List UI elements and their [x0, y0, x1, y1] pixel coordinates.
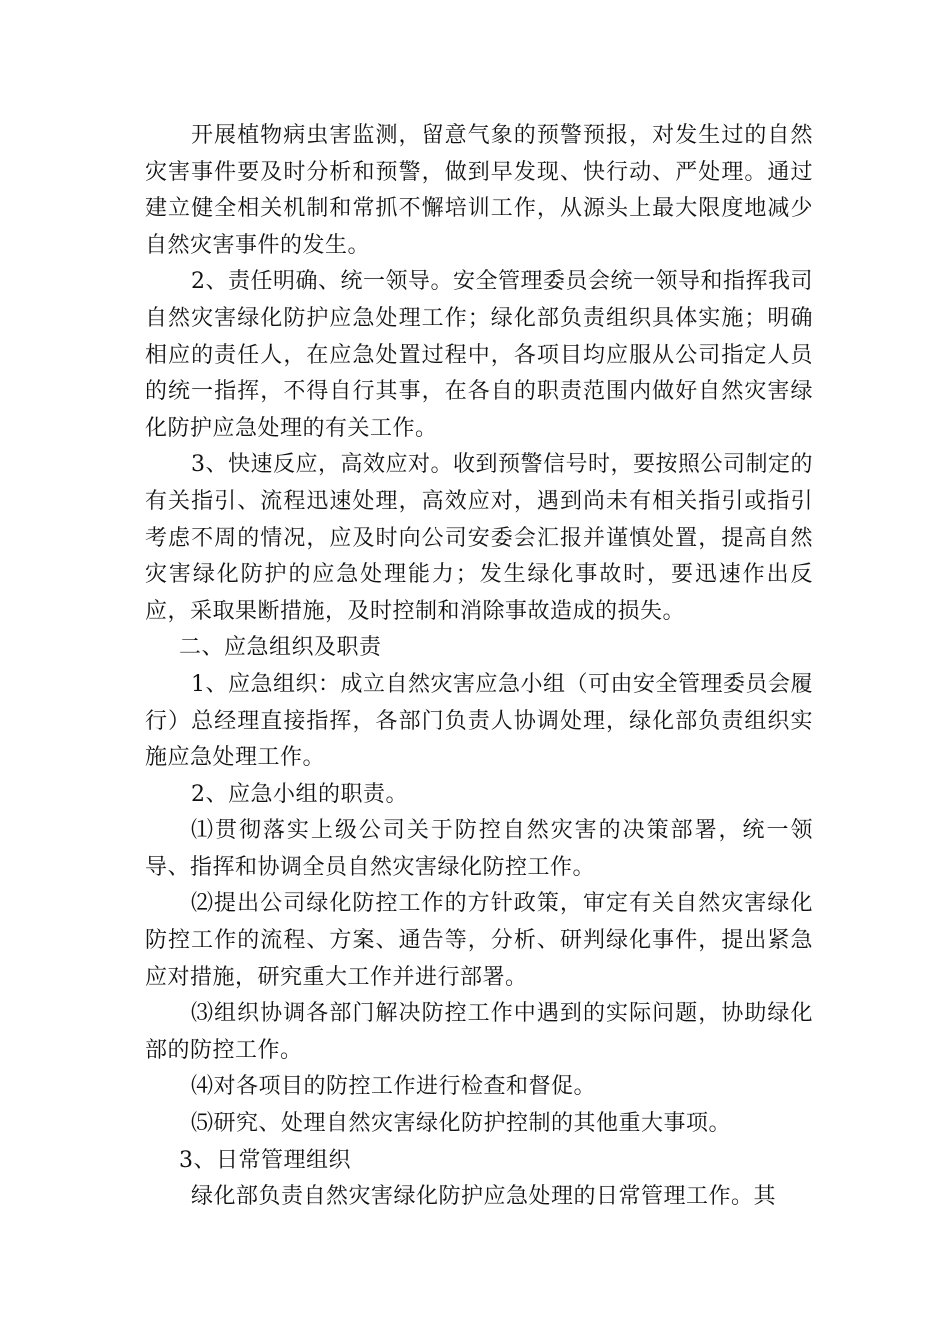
- paragraph-monitoring: 开展植物病虫害监测，留意气象的预警预报，对发生过的自然灾害事件要及时分析和预警，做到早发现、快行动、严处理。通过建立健全相关机制和常抓不懈培训工作，从源头上最大限度地减少自然灾害事件的发生。: [145, 123, 813, 258]
- list-item-duty-1: ⑴贯彻落实上级公司关于防控自然灾害的决策部署，统一领导、指挥和协调全员自然灾害绿化防控工作。: [145, 818, 813, 880]
- paragraph-group-duties-title: 2、应急小组的职责。: [191, 781, 408, 807]
- paragraph-responsibility: 2、责任明确、统一领导。安全管理委员会统一领导和指挥我司自然灾害绿化防护应急处理工作；绿化部负责组织具体实施；明确相应的责任人，在应急处置过程中，各项目均应服从公司指定人员的统一指挥，不得自行其事，在各自的职责范围内做好自然灾害绿化防护应急处理的有关工作。: [145, 269, 813, 441]
- paragraph-emergency-organization: 1、应急组织：成立自然灾害应急小组（可由安全管理委员会履行）总经理直接指挥，各部门负责人协调处理，绿化部负责组织实施应急处理工作。: [145, 671, 813, 771]
- paragraph-quick-response: 3、快速反应，高效应对。收到预警信号时，要按照公司制定的有关指引、流程迅速处理，高效应对，遇到尚未有相关指引或指引考虑不周的情况，应及时向公司安委会汇报并谨慎处置，提高自然灾害绿化防护的应急处理能力；发生绿化事故时，要迅速作出反应，采取果断措施，及时控制和消除事故造成的损失。: [145, 452, 813, 624]
- paragraph-daily-management: 绿化部负责自然灾害绿化防护应急处理的日常管理工作。其: [191, 1184, 777, 1210]
- list-item-duty-3: ⑶组织协调各部门解决防控工作中遇到的实际问题，协助绿化部的防控工作。: [145, 1001, 813, 1063]
- list-item-duty-5: ⑸研究、处理自然灾害绿化防护控制的其他重大事项。: [191, 1111, 732, 1137]
- list-item-duty-2: ⑵提出公司绿化防控工作的方针政策，审定有关自然灾害绿化防控工作的流程、方案、通告等，分析、研判绿化事件，提出紧急应对措施，研究重大工作并进行部署。: [145, 891, 813, 990]
- list-item-duty-4: ⑷对各项目的防控工作进行检查和督促。: [191, 1074, 597, 1100]
- section-heading-organization: 二、应急组织及职责: [179, 635, 382, 661]
- subsection-heading-daily-management: 3、日常管理组织: [179, 1147, 351, 1173]
- document-body: [145, 118, 813, 1216]
